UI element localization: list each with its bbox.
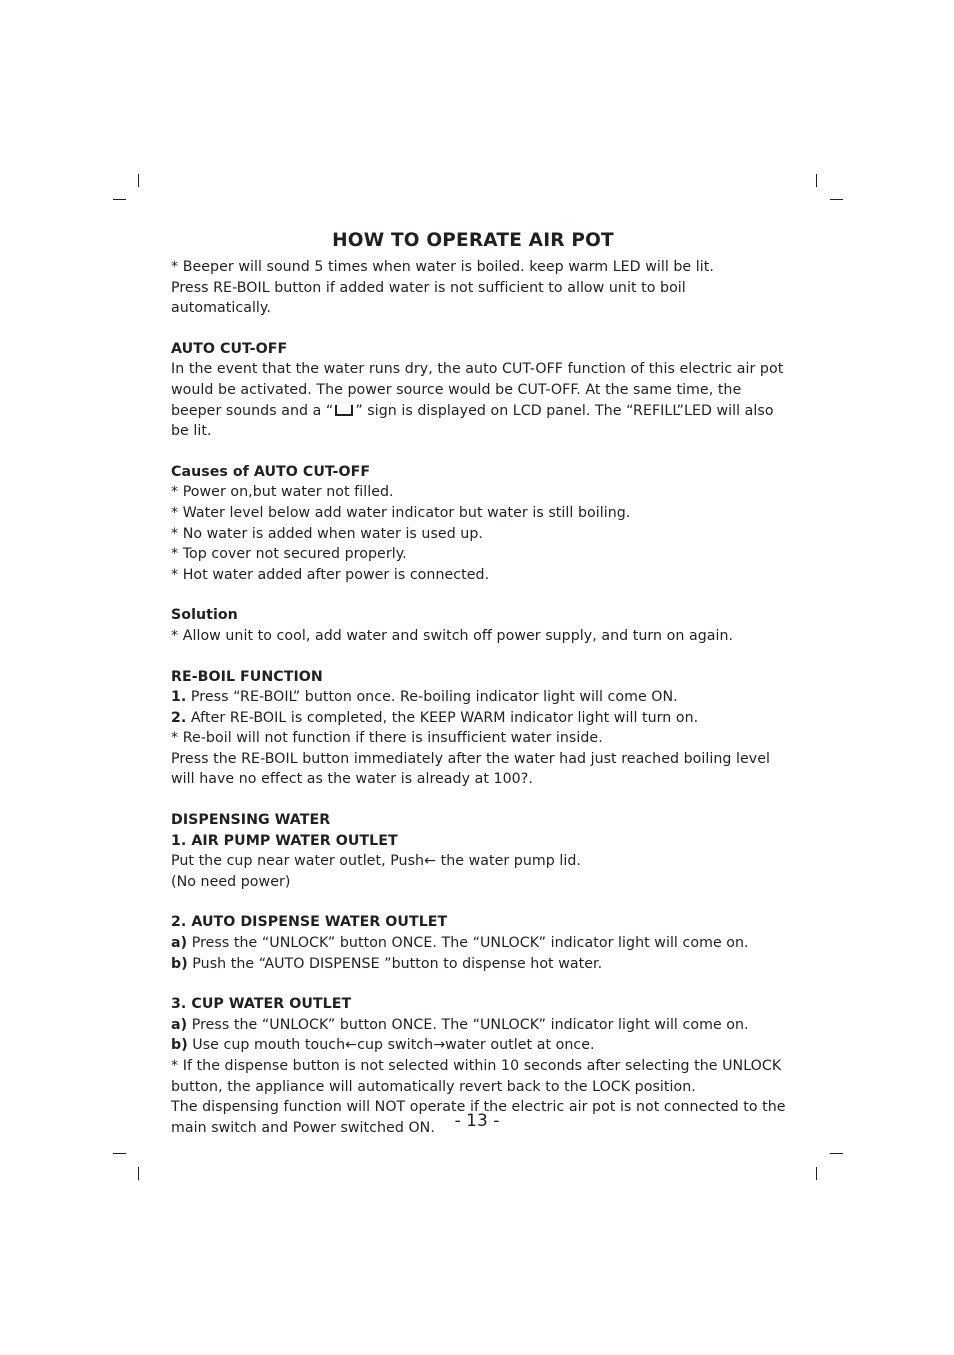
- step-label: a): [171, 935, 188, 952]
- reboil-note: Press the RE-BOIL button immediately after the water had just reached boiling level will have no effect as the water is already at 100?.: [171, 750, 771, 788]
- auto-dispense-step-a: [171, 933, 787, 954]
- section-heading: Causes of AUTO CUT-OFF: [171, 463, 371, 480]
- subsection-heading: 3. CUP WATER OUTLET: [171, 996, 352, 1013]
- step-text: Push the “AUTO DISPENSE ”button to dispense hot water.: [187, 955, 603, 972]
- subsection-heading: 1. AIR PUMP WATER OUTLET: [171, 832, 398, 849]
- step-text: Press the “UNLOCK” button ONCE. The “UNLOCK” indicator light will come on.: [187, 1016, 749, 1033]
- dispensing-section: [171, 810, 787, 892]
- crop-mark: [113, 199, 126, 200]
- auto-cutoff-text-after: ” sign is displayed on LCD panel. The “REFILL”LED will also be lit.: [171, 402, 774, 440]
- section-heading: AUTO CUT-OFF: [171, 340, 288, 357]
- crop-mark: [138, 174, 139, 187]
- reboil-note: * Re-boil will not function if there is insufficient water inside.: [171, 730, 603, 747]
- step-label: a): [171, 1016, 188, 1033]
- crop-mark: [816, 174, 817, 187]
- crop-mark: [830, 1153, 843, 1154]
- crop-mark: [816, 1167, 817, 1180]
- step-number: 1.: [171, 689, 187, 706]
- section-heading: DISPENSING WATER: [171, 812, 331, 829]
- crop-mark: [138, 1167, 139, 1180]
- page-title: HOW TO OPERATE AIR POT: [332, 230, 614, 251]
- solution-section: [171, 605, 787, 646]
- solution-text: * Allow unit to cool, add water and switch off power supply, and turn on again.: [171, 627, 734, 644]
- air-pump-text: (No need power): [171, 873, 291, 890]
- step-text: Use cup mouth touch←cup switch→water outlet at once.: [187, 1037, 595, 1054]
- auto-dispense-step-b: [171, 954, 787, 975]
- air-pump-text: Put the cup near water outlet, Push← the water pump lid.: [171, 853, 581, 870]
- intro-section: [171, 257, 787, 319]
- cup-outlet-note: The dispensing function will NOT operate if the electric air pot is not connected to the main switch and Power switched ON.: [171, 1099, 786, 1136]
- intro-line: * Beeper will sound 5 times when water is boiled. keep warm LED will be lit.: [171, 259, 714, 275]
- list-item: * Power on,but water not filled.: [171, 484, 394, 501]
- subsection-heading: 2. AUTO DISPENSE WATER OUTLET: [171, 914, 448, 931]
- cup-outlet-note: * If the dispense button is not selected within 10 seconds after selecting the UNLOCK button, the appliance will automatically revert back to the LOCK position.: [171, 1058, 782, 1095]
- auto-cutoff-section: [171, 339, 787, 442]
- step-label: b): [171, 955, 188, 972]
- section-heading: RE-BOIL FUNCTION: [171, 668, 323, 685]
- list-item: * No water is added when water is used up.: [171, 525, 483, 542]
- page-number: - 13 -: [454, 1111, 500, 1131]
- list-item: * Hot water added after power is connected.: [171, 566, 490, 583]
- step-text: Press “RE-BOIL” button once. Re-boiling indicator light will come ON.: [186, 689, 678, 706]
- reboil-step-1: [171, 687, 787, 708]
- crop-mark: [113, 1153, 126, 1154]
- cup-outlet-step-b: [171, 1035, 787, 1056]
- auto-cutoff-text-before: In the event that the water runs dry, the auto CUT-OFF function of this electric air pot would be activated. The power source would be CUT-OFF. At the same time, the beeper sounds and a “: [171, 361, 784, 419]
- reboil-section: [171, 667, 787, 791]
- step-label: b): [171, 1037, 188, 1054]
- cup-outlet-step-a: [171, 1015, 787, 1036]
- step-text: After RE-BOIL is completed, the KEEP WARM indicator light will turn on.: [186, 709, 699, 726]
- causes-section: [171, 462, 787, 586]
- auto-dispense-section: [171, 912, 787, 974]
- lcd-empty-sign-icon: [335, 405, 353, 416]
- section-heading: Solution: [171, 607, 238, 624]
- list-item: * Top cover not secured properly.: [171, 546, 407, 563]
- list-item: * Water level below add water indicator but water is still boiling.: [171, 504, 631, 521]
- intro-line: Press RE-BOIL button if added water is not sufficient to allow unit to boil automatically.: [171, 279, 686, 317]
- page-content: [171, 229, 787, 1138]
- reboil-step-2: [171, 708, 787, 729]
- step-number: 2.: [171, 709, 187, 726]
- auto-cutoff-text: [171, 359, 787, 441]
- crop-mark: [830, 199, 843, 200]
- step-text: Press the “UNLOCK” button ONCE. The “UNLOCK” indicator light will come on.: [187, 935, 749, 952]
